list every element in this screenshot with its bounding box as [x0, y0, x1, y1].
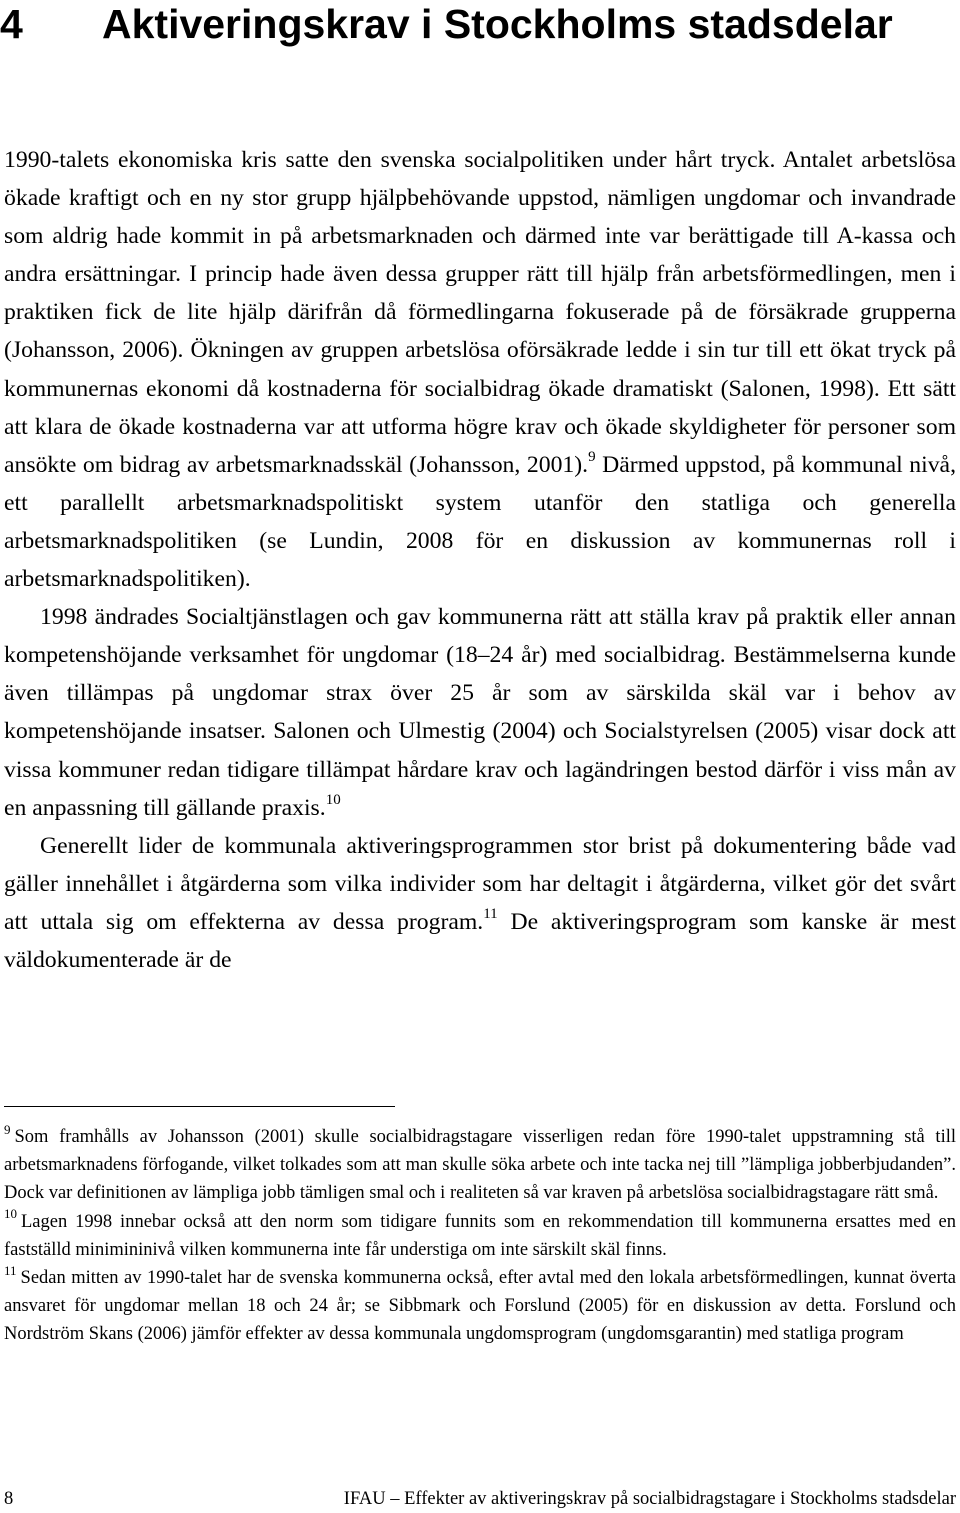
paragraph	[4, 598, 956, 827]
running-title: IFAU – Effekter av aktiveringskrav på socialbidragstagare i Stockholms stadsdelar	[343, 1489, 956, 1509]
footnote-text: Lagen 1998 innebar också att den norm som tidigare funnits som en rekommendation till kommunerna ersattes med en fastställd minimininivå vilken kommunerna inte får understiga om inte särskilt skäl finns.	[4, 1211, 956, 1260]
footnote-text: Som framhålls av Johansson (2001) skulle socialbidragstagare visserligen redan före 1990-talet uppstramning stå till arbetsmarknadens förfogande, vilket tolkades som att man skulle söka arbete och inte tacka nej till ”lämpliga jobberbjudanden”. Dock var definitionen av lämpliga jobb tämligen smal och i realiteten så var kraven på arbetslösa socialbidragstagare rätt små.	[4, 1127, 956, 1204]
footnote-ref: 10	[325, 791, 341, 808]
chapter-number: 4	[0, 1, 23, 47]
footnote	[4, 1264, 956, 1349]
footnote-text: Sedan mitten av 1990-talet har de svenska kommunerna också, efter avtal med den lokala arbetsförmedlingen, kunnat överta ansvaret för ungdomar mellan 18 och 24 år; se Sibbmark och Forslund (2005) för en diskussion av detta. Forslund och Nordström Skans (2006) jämför effekter av dessa kommunala ungdomsprogram (ungdomsgarantin) med statliga program	[4, 1268, 956, 1345]
paragraph	[4, 141, 956, 598]
paragraph-text: Därmed uppstod, på kommunal nivå, ett parallellt arbetsmarknadspolitiskt system utanför den statliga och generella arbetsmarknadspolitiken (se Lundin, 2008 för en diskussion av kommunernas roll i arbetsmarknadspolitiken).	[4, 451, 956, 593]
chapter-title: Aktiveringskrav i Stockholms stadsdelar	[102, 1, 893, 47]
paragraph-text: 1998 ändrades Socialtjänstlagen och gav kommunerna rätt att ställa krav på praktik eller annan kompetenshöjande verksamhet för ungdomar (18–24 år) med socialbidrag. Bestämmelserna kunde även tillämpas på ungdomar strax över 25 år som av särskilda skäl var i behov av kompetenshöjande insatser. Salonen och Ulmestig (2004) och Socialstyrelsen (2005) visar dock att vissa kommuner redan tidigare tillämpat hårdare krav och lagändringen bestod därför i viss mån av en anpassning till gällande praxis.	[4, 604, 956, 821]
paragraph-text: De aktiveringsprogram som kanske är mest väldokumenterade är de	[4, 908, 956, 973]
footnote-number: 10	[4, 1206, 17, 1222]
body-text	[4, 141, 956, 979]
paragraph	[4, 827, 956, 979]
paragraph-text: 1990-talets ekonomiska kris satte den svenska socialpolitiken under hårt tryck. Antalet arbetslösa ökade kraftigt och en ny stor grupp hjälpbehövande uppstod, nämligen ungdomar och invandrade som aldrig hade kommit in på arbetsmarknaden och därmed inte var berättigade till A-kassa och andra ersättningar. I princip hade även dessa grupper rätt till hjälp från arbetsförmedlingen, men i praktiken fick de lite hjälp därifrån då förmedlingarna fokuserade på de försäkrade grupperna (Johansson, 2006). Ökningen av gruppen arbetslösa oförsäkrade ledde i sin tur till ett ökat tryck på kommunernas ekonomi då kostnaderna för socialbidrag ökade dramatiskt (Salonen, 1998). Ett sätt att klara de ökade kostnaderna var att utforma högre krav och ökade skyldigheter för personer som ansökte om bidrag av arbetsmarknadsskäl (Johansson, 2001).	[4, 147, 956, 478]
footnote	[4, 1123, 956, 1208]
footnote-ref: 9	[588, 448, 596, 465]
footnote-divider	[4, 1106, 395, 1107]
footnote-ref: 11	[483, 905, 498, 922]
footnotes	[4, 1123, 956, 1349]
footnote-number: 11	[4, 1262, 17, 1278]
footnote-number: 9	[4, 1121, 11, 1137]
footnote	[4, 1208, 956, 1264]
page-number: 8	[4, 1489, 14, 1509]
paragraph-text: Generellt lider de kommunala aktiveringsprogrammen stor brist på dokumentering både vad gäller innehållet i åtgärderna som vilka individer som har deltagit i åtgärderna, vilket gör det svårt att uttala sig om effekterna av dessa program.	[4, 832, 956, 935]
